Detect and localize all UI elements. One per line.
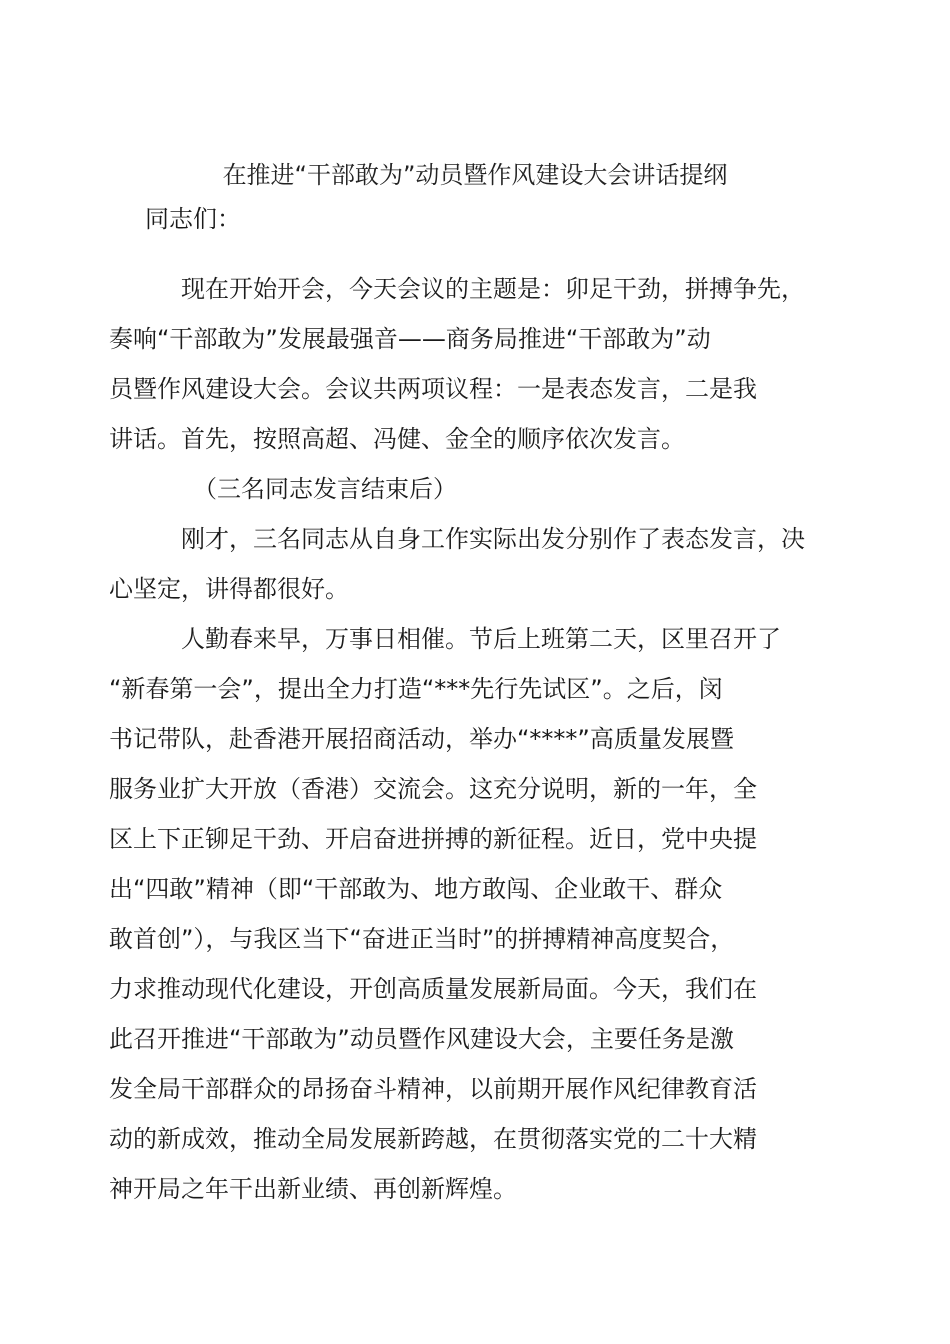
document-body [109, 264, 810, 1214]
paragraph-line: “新春第一会”，提出全力打造“***先行先试区”。之后，闵 [109, 675, 723, 703]
paragraph-line: 员暨作风建设大会。会议共两项议程：一是表态发言，二是我 [109, 375, 757, 403]
paragraph-line: 服务业扩大开放（香港）交流会。这充分说明，新的一年，全 [109, 775, 757, 803]
paragraph-line: 神开局之年干出新业绩、再创新辉煌。 [109, 1175, 517, 1203]
paragraph-line: 此召开推进“干部敢为”动员暨作风建设大会，主要任务是激 [109, 1025, 734, 1053]
paragraph-line: 区上下正铆足干劲、开启奋进拼搏的新征程。近日，党中央提 [109, 825, 757, 853]
paragraph-main [109, 614, 810, 1214]
paragraph-remarks [109, 514, 810, 614]
paragraph-line: 出“四敢”精神（即“干部敢为、地方敢闯、企业敢干、群众 [109, 875, 723, 903]
paragraph-line: 讲话。首先，按照高超、冯健、金全的顺序依次发言。 [109, 425, 685, 453]
salutation: 同志们： [145, 205, 241, 233]
paragraph-line: 动的新成效，推动全局发展新跨越，在贯彻落实党的二十大精 [109, 1125, 757, 1153]
paragraph-line: （三名同志发言结束后） [193, 475, 457, 503]
paragraph-line: 书记带队，赴香港开展招商活动，举办“****”高质量发展暨 [109, 725, 734, 753]
paragraph-line: 心坚定，讲得都很好。 [109, 575, 349, 603]
document-title: 在推进“干部敢为”动员暨作风建设大会讲话提纲 [222, 161, 728, 189]
paragraph-stage-note [145, 464, 810, 514]
paragraph-line: 力求推动现代化建设，开创高质量发展新局面。今天，我们在 [109, 975, 757, 1003]
paragraph-opening [109, 264, 810, 464]
paragraph-line: 敢首创”），与我区当下“奋进正当时”的拼搏精神高度契合， [109, 925, 735, 953]
paragraph-line: 奏响“干部敢为”发展最强音——商务局推进“干部敢为”动 [109, 325, 711, 353]
paragraph-line: 人勤春来早，万事日相催。节后上班第二天，区里召开了 [181, 625, 781, 653]
paragraph-line: 现在开始开会，今天会议的主题是：卯足干劲，拼搏争先， [181, 275, 805, 303]
paragraph-line: 刚才，三名同志从自身工作实际出发分别作了表态发言，决 [181, 525, 805, 553]
paragraph-line: 发全局干部群众的昂扬奋斗精神，以前期开展作风纪律教育活 [109, 1075, 757, 1103]
